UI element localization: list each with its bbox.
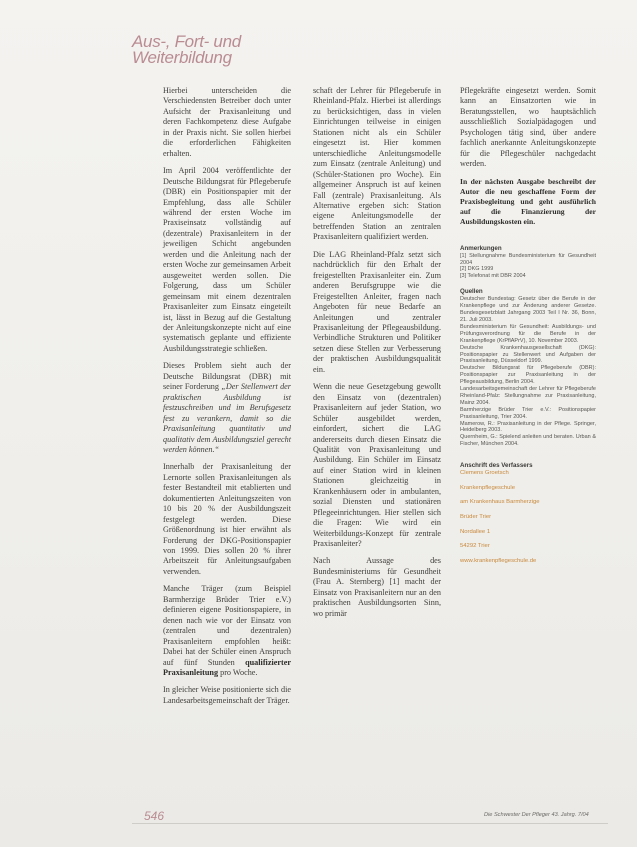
body-column-3 xyxy=(460,86,596,572)
source-item: Deutsche Krankenhausgesellschaft (DKG): Positionspapier zu Stellenwert und Aufgaben der Praxisanleitung, Düsseldorf 1999. xyxy=(460,344,596,365)
source-item: Deutscher Bundestag: Gesetz über die Berufe in der Krankenpflege und zur Änderung anderer Gesetze. Bundesgesetzblatt Jahrgang 2003 Teil I Nr. 36, Bonn, 21. Juli 2003. xyxy=(460,296,596,323)
page-number: 546 xyxy=(144,809,165,823)
address-line: www.krankenpflegeschule.de xyxy=(460,557,537,564)
footer-rule xyxy=(132,823,608,824)
text-run: In gleicher Weise positionierte sich die Landesarbeitsgemeinschaft der Träger. xyxy=(163,685,291,705)
address-line: 54292 Trier xyxy=(460,543,490,550)
sources-heading: Quellen xyxy=(460,288,483,296)
next-issue-note: In der nächsten Ausgabe beschreibt der Autor die neu geschaffene Form der Praxisbegleitung und geht ausführlich auf die Finanzierung der Ausbildungskosten ein. xyxy=(460,176,596,226)
paragraph xyxy=(163,166,291,354)
source-item: Bundesministerium für Gesundheit: Ausbildungs- und Prüfungsverordnung für die Berufe in der Krankenpflege (KrPflAPrV), 10. November 2003. xyxy=(460,323,596,344)
text-run: Innerhalb der Praxisanleitung der Lernorte sollen Praxisanleitungen als fester Bestandteil mit etablierten und dokumentierten Anleitungszeiten von 10 bis 20 % der Ausbildungszeit festgelegt werden. Diese Größenordnung ist hier erwähnt als Forderung der DKG-Positionspapier von 1999. Dies sollen 20 % ihrer Arbeitszeit für Anleitungsaufgaben verwenden. xyxy=(163,462,291,576)
source-item: Mamerow, R.: Praxisanleitung in der Pflege. Springer, Heidelberg 2003. xyxy=(460,420,596,434)
text-run: Pflegekräfte eingesetzt werden. Somit kann an Einsatzorten wie in Beratungsstellen, wo hauptsächlich ausschließlich Sozialpädagogen und Psychologen tätig sind, über andere fachlich anerkannte Anleitungskonzepte für die Pflegeschüler nachgedacht werden. xyxy=(460,86,596,169)
text-run: Manche Träger (zum Beispiel Barmherzige Brüder Trier e.V.) definieren eigene Positionspapiere, in denen nach wie vor der Einsatz von (zentralen und dezentralen) Praxisanleitern empfohlen heißt: Dabei hat der Schüler einen Anspruch auf fünf Stunden xyxy=(163,584,291,667)
text-run: schaft der Lehrer für Pflegeberufe in Rheinland-Pfalz. Hierbei ist allerdings zu berücksichtigen, dass in vielen Einrichtungen teilweise in einigen Stationen nicht als ein Schüler eingesetzt ist. Hier kommen unterschiedliche Anleitungsmodelle zum Einsatz (zentrale Anleitung) und (Schüler-Stationen pro Woche). Ein allgemeiner Anspruch ist auf keinen Fall (zentrale) Praxisanleitung. Als Alternative ergeben sich: Station eigene Anleitungsmodelle der betreffenden Station an zentralen Praxisanleitern qualifiziert werden. xyxy=(313,86,441,242)
text-run: pro Woche. xyxy=(218,668,258,678)
column-3-paragraphs xyxy=(460,86,596,170)
notes-heading: Anmerkungen xyxy=(460,244,502,252)
address-lines xyxy=(460,470,596,565)
paragraph xyxy=(163,584,291,678)
paragraph xyxy=(313,556,441,619)
address-line: Clemens Groetsch xyxy=(460,470,509,477)
text-run: Die LAG Rheinland-Pfalz setzt sich nachdrücklich für den Erhalt der freigestellten Praxisanleiter ein. Zum anderen Berufsgruppe wie die Freigestellten Anleiter, fragen nach Angeboten für neue Bedarfe an Anleitungen und zentraler Praxisanleitung der Pflegeausbildung. Verbindliche Strukturen und Politiker setzen diese Stellen zur Verbesserung der praktischen Ausbildungsqualität ein. xyxy=(313,249,441,374)
sources-list xyxy=(460,296,596,448)
source-item: Barmherzige Brüder Trier e.V.: Positionspapier Praxisanleitung, Trier 2004. xyxy=(460,406,596,420)
paragraph xyxy=(313,250,441,375)
source-item: Quernheim, G.: Spielend anleiten und beraten. Urban & Fischer, München 2004. xyxy=(460,434,596,448)
text-run: „Der Stellenwert der praktischen Ausbildung ist festzuschreiben und im Berufsgesetz fest zu verankern, damit so die Praxisanleitung quantitativ und qualitativ dem Ausbildungsziel gerecht werden können.“ xyxy=(163,382,291,454)
address-line: Nordallee 1 xyxy=(460,528,491,535)
notes-list xyxy=(460,253,596,281)
note-item: [1] Stellungnahme Bundesministerium für Gesundheit 2004 xyxy=(460,252,596,266)
section-title-line-1: Aus-, Fort- und xyxy=(132,32,241,51)
text-run: Wenn die neue Gesetzgebung gewollt den Einsatz von (dezentralen) Praxisanleitern auf jeder Station, wo Schüler ausgebildet werden, einfordert, sichert die LAG andererseits durch diesen Einsatz die Qualität von Praxisanleitung und Ausbildung. Ein Schüler im Einsatz auf einer Station wird in kleinen Stationen gleichzeitig in Krankenhäusern oder in ambulanten, sozial Diensten und stationären Pflegeeinrichtungen. Hier stellen sich die Fragen: Wie wird ein Weiterbildungs-Konzept für zentrale Praxisanleiter? xyxy=(313,382,441,549)
text-run: Nach Aussage des Bundesministeriums für Gesundheit (Frau A. Sternberg) [1] macht der Einsatz von Praxisanleitern nur an den praktischen Ausbildungsorten Sinn, wo primär xyxy=(313,556,441,618)
body-column-1 xyxy=(163,86,291,713)
journal-footer: Die Schwester Der Pfleger 43. Jahrg. 7/04 xyxy=(484,812,589,818)
author-address-box xyxy=(460,462,596,565)
paragraph xyxy=(460,86,596,170)
text-run: Dieses Problem sieht auch der Deutsche Bildungsrat (DBR) mit seiner Forderung xyxy=(163,361,291,392)
paragraph xyxy=(313,382,441,549)
text-run: qualifizierter Praxisanleitung xyxy=(163,657,291,678)
paragraph xyxy=(163,685,291,706)
note-item: [3] Telefonat mit DBR 2004 xyxy=(460,273,526,280)
text-run: Im April 2004 veröffentlichte der Deutsche Bildungsrat für Pflegeberufe (DBR) ein Positionspapier mit der Empfehlung, dass alle Schüler während der ersten Woche im Praxiseinsatz vollständig auf (dezentrale) Praxisanleitern in der jeweiligen Schicht angebunden werden und die Anleitung nach der ersten Woche zur gemeinsamen Arbeit ausgeweitet werden sollen. Die Folgerung, dass um Schüler gemeinsam mit einem dezentralen Praxisanleiter zum Einsatz eingeteilt ist, lässt in Bezug auf die Gestaltung der Anleitungskonzepte nicht auf eine systematisch geplante und effiziente Ausbildungsstrategie schließen. xyxy=(163,166,291,353)
address-heading: Anschrift des Verfassers xyxy=(460,462,533,470)
paragraph xyxy=(313,86,441,243)
paragraph xyxy=(163,86,291,159)
paragraph xyxy=(163,462,291,577)
source-item: Deutscher Bildungsrat für Pflegeberufe (DBR): Positionspapier zur Praxisanleitung in der Pflegeausbildung, Berlin 2004. xyxy=(460,365,596,386)
text-run: Hierbei unterscheiden die Verschiedensten Betreiber doch unter Aufsicht der Praxisanleitung und deren Fachkompetenz diese Aufgabe in der Praxis nicht. Sie sollen hierbei die erforderlichen Fähigkeiten erhalten. xyxy=(163,86,291,158)
address-line: Krankenpflegeschule xyxy=(460,484,516,491)
note-item: [2] DKG 1999 xyxy=(460,266,494,273)
source-item: Landesarbeitsgemeinschaft der Lehrer für Pflegeberufe Rheinland-Pfalz: Stellungnahme zur Praxisanleitung, Mainz 2004. xyxy=(460,386,596,406)
section-title-line-2: Weiterbildung xyxy=(132,48,232,67)
address-line: am Krankenhaus Barmherzige xyxy=(460,499,540,506)
section-title xyxy=(132,34,241,66)
address-line: Brüder Trier xyxy=(460,513,492,520)
paragraph xyxy=(163,361,291,455)
body-column-2 xyxy=(313,86,441,626)
